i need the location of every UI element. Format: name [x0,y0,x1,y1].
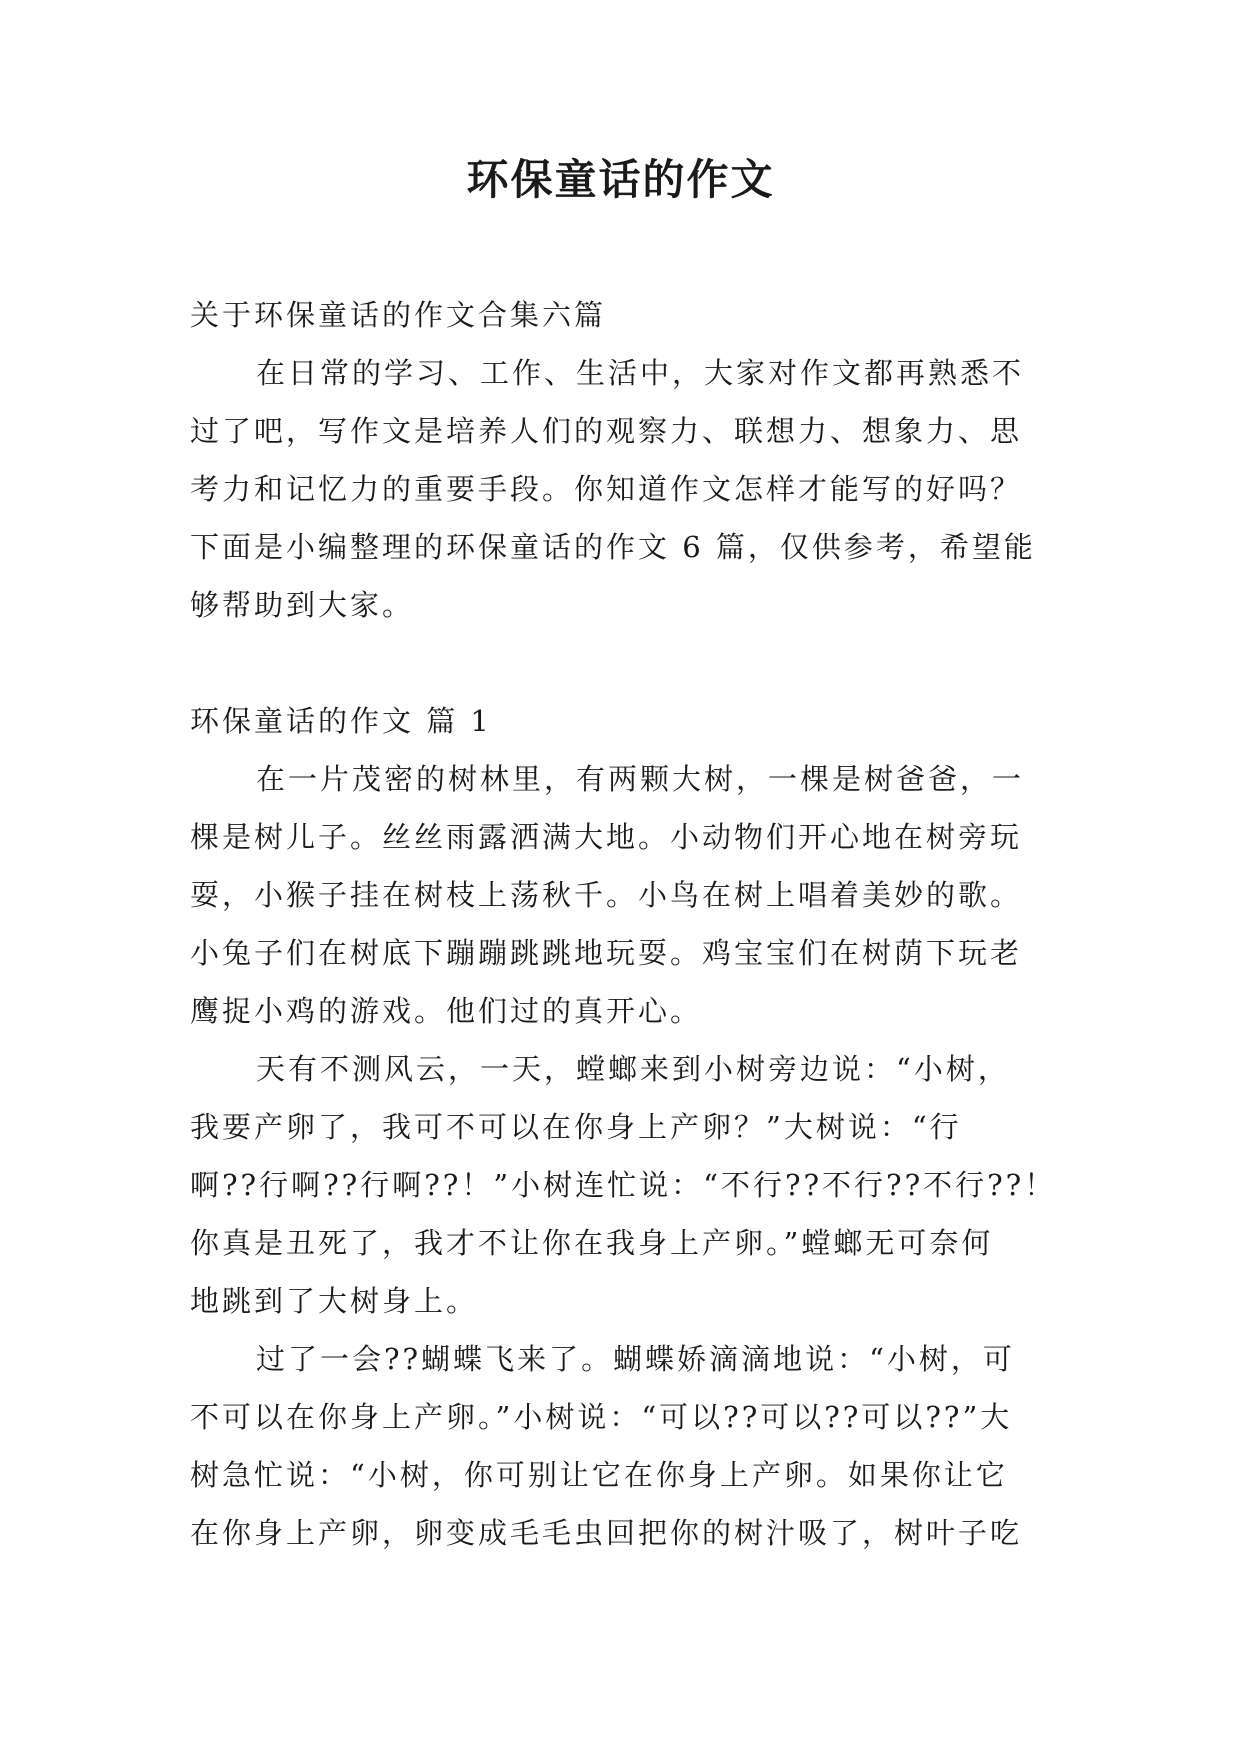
paragraph-line: 不可以在你身上产卵。”小树说：“可以??可以??可以??”大 [190,1400,1013,1434]
intro-paragraph [190,344,1080,634]
intro-line: 下面是小编整理的环保童话的作文 6 篇，仅供参考，希望能 [190,530,1036,564]
intro-line: 在日常的学习、工作、生活中，大家对作文都再熟悉不 [256,356,1025,390]
story-paragraph-1 [190,750,1080,1040]
paragraph-line: 在你身上产卵，卵变成毛毛虫回把你的树汁吸了，树叶子吃 [190,1516,1023,1550]
paragraph-line: 棵是树儿子。丝丝雨露洒满大地。小动物们开心地在树旁玩 [190,820,1023,854]
paragraph-line: 你真是丑死了，我才不让你在我身上产卵。”螳螂无可奈何 [190,1226,994,1260]
paragraph-line: 天有不测风云，一天，螳螂来到小树旁边说：“小树， [256,1052,1010,1086]
paragraph-line: 地跳到了大树身上。 [190,1284,479,1318]
intro-line: 考力和记忆力的重要手段。你知道作文怎样才能写的好吗？ [190,472,1023,506]
intro-line: 够帮助到大家。 [190,588,415,622]
paragraph-line: 啊??行啊??行啊??！”小树连忙说：“不行??不行??不行??！ [190,1168,1057,1202]
section-heading: 环保童话的作文 篇 1 [190,704,492,738]
story-paragraph-3 [190,1330,1080,1562]
section-spacer [190,634,1080,692]
paragraph-line: 我要产卵了，我可不可以在你身上产卵？”大树说：“行 [190,1110,962,1144]
document-body [190,286,1080,1562]
paragraph-line: 小兔子们在树底下蹦蹦跳跳地玩耍。鸡宝宝们在树荫下玩老 [190,936,1023,970]
paragraph-line: 鹰捉小鸡的游戏。他们过的真开心。 [190,994,703,1028]
paragraph-line: 过了一会??蝴蝶飞来了。蝴蝶娇滴滴地说：“小树，可 [256,1342,1015,1376]
story-paragraph-2 [190,1040,1080,1330]
intro-line: 过了吧，写作文是培养人们的观察力、联想力、想象力、思 [190,414,1023,448]
paragraph-line: 在一片茂密的树林里，有两颗大树，一棵是树爸爸，一 [256,762,1025,796]
document-title: 环保童话的作文 [466,155,775,204]
document-subtitle: 关于环保童话的作文合集六篇 [190,298,607,332]
paragraph-line: 耍，小猴子挂在树枝上荡秋千。小鸟在树上唱着美妙的歌。 [190,878,1023,912]
paragraph-line: 树急忙说：“小树，你可别让它在你身上产卵。如果你让它 [190,1458,1008,1492]
